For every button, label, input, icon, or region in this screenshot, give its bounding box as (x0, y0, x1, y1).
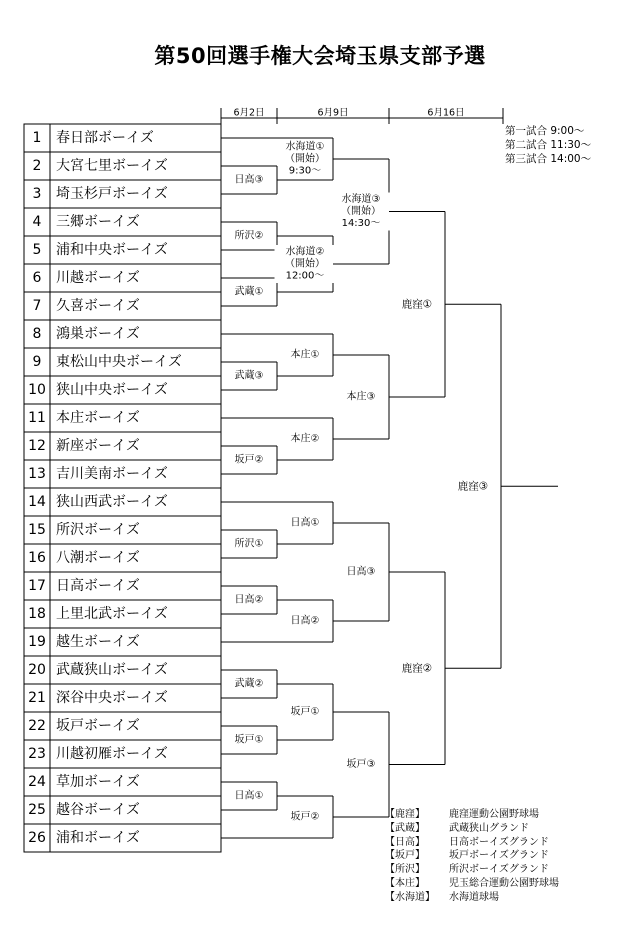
team-name: 武蔵狭山ボーイズ (56, 662, 168, 678)
team-number: 26 (28, 830, 46, 846)
team-name: 越谷ボーイズ (56, 802, 140, 818)
schedule-line: 第一試合 9:00～ (505, 125, 585, 137)
legend-key: 【坂戸】 (385, 850, 425, 862)
round2-label: 坂戸① (290, 706, 320, 718)
team-name: 大宮七里ボーイズ (56, 158, 168, 174)
team-number: 8 (32, 326, 42, 342)
team-number: 11 (28, 410, 46, 426)
final-label: 鹿窪③ (457, 480, 489, 493)
round1-label: 武蔵③ (234, 370, 264, 382)
round1-label: 武蔵① (234, 286, 264, 298)
team-number: 2 (32, 158, 42, 174)
round1-label: 日高③ (234, 174, 264, 186)
legend-row (385, 808, 559, 822)
round2-label: 本庄② (290, 433, 320, 445)
legend-row (385, 877, 559, 891)
round3-label: （開始） (341, 206, 381, 217)
team-name: 春日部ボーイズ (56, 130, 154, 146)
team-name: 川越ボーイズ (56, 270, 140, 286)
date-label: 6月16日 (427, 107, 465, 119)
schedule-line: 第二試合 11:30～ (505, 139, 592, 151)
legend-value: 児玉総合運動公園野球場 (449, 877, 559, 889)
page-title: 第50回選手権大会埼玉県支部予選 (154, 44, 486, 68)
legend-value: 所沢ボーイズグランド (449, 864, 549, 876)
team-name: 吉川美南ボーイズ (56, 466, 168, 482)
team-number: 12 (28, 438, 46, 454)
schedule-line: 第三試合 14:00～ (505, 153, 592, 165)
team-name: 草加ボーイズ (56, 774, 140, 790)
team-name: 八潮ボーイズ (56, 550, 140, 566)
venue-legend (385, 808, 559, 905)
team-number: 24 (28, 774, 46, 790)
round2-label: 水海道① (285, 141, 325, 153)
legend-key: 【所沢】 (385, 864, 425, 876)
team-number: 23 (28, 746, 46, 762)
team-name: 深谷中央ボーイズ (56, 690, 168, 706)
round3-label: 水海道③ (341, 194, 381, 205)
round2-label: 9:30～ (288, 165, 322, 177)
team-number: 4 (32, 214, 42, 230)
team-name: 所沢ボーイズ (56, 522, 140, 538)
legend-row (385, 891, 559, 905)
team-number: 18 (28, 606, 46, 622)
round3-label: 日高③ (346, 566, 376, 578)
team-number: 22 (28, 718, 46, 734)
legend-key: 【本庄】 (385, 877, 425, 889)
legend-value: 坂戸ボーイズグランド (449, 850, 549, 862)
legend-key: 【鹿窪】 (385, 809, 425, 820)
round1-label: 坂戸② (234, 454, 264, 466)
team-number: 3 (32, 186, 42, 202)
team-name: 三郷ボーイズ (56, 214, 140, 230)
legend-row (385, 849, 559, 863)
round3-label: 坂戸③ (346, 759, 376, 770)
legend-value: 水海道球場 (449, 891, 499, 903)
team-number: 21 (28, 690, 46, 706)
team-number: 1 (32, 130, 42, 146)
team-name: 坂戸ボーイズ (56, 718, 140, 734)
team-name: 越生ボーイズ (56, 634, 140, 650)
round2-label: 日高② (290, 615, 320, 627)
team-name: 狭山中央ボーイズ (56, 382, 168, 398)
round1-label: 所沢② (234, 230, 264, 242)
round3-label: 本庄③ (346, 391, 376, 403)
date-label: 6月2日 (233, 107, 265, 119)
round1-label: 武蔵② (234, 678, 264, 690)
round1-label: 所沢① (234, 538, 264, 550)
legend-value: 日高ボーイズグランド (449, 836, 549, 848)
round2-label: （開始） (285, 258, 325, 270)
round1-label: 日高② (234, 594, 264, 606)
round1-label: 坂戸① (234, 734, 264, 746)
team-name: 久喜ボーイズ (56, 298, 140, 314)
legend-key: 【武蔵】 (385, 822, 425, 834)
legend-value: 鹿窪運動公園野球場 (449, 809, 539, 820)
team-number: 15 (28, 522, 46, 538)
team-name: 日高ボーイズ (56, 578, 140, 594)
legend-key: 【日高】 (385, 836, 425, 848)
team-number: 10 (28, 382, 46, 398)
legend-row (385, 822, 559, 836)
team-number: 9 (32, 354, 42, 370)
team-name: 川越初雁ボーイズ (56, 746, 168, 762)
team-number: 16 (28, 550, 46, 566)
team-number: 19 (28, 634, 46, 650)
team-number: 17 (28, 578, 46, 594)
round2-label: 本庄① (290, 349, 320, 361)
round3-label: 14:30～ (341, 218, 381, 229)
date-label: 6月9日 (317, 107, 349, 119)
team-name: 本庄ボーイズ (56, 410, 140, 426)
team-number: 13 (28, 466, 46, 482)
legend-key: 【水海道】 (385, 891, 435, 903)
team-name: 新座ボーイズ (56, 438, 140, 454)
round2-label: 坂戸② (290, 811, 320, 823)
team-name: 狭山西武ボーイズ (56, 494, 168, 510)
team-number: 25 (28, 802, 46, 818)
team-number: 14 (28, 494, 46, 510)
team-number: 20 (28, 662, 46, 678)
team-name: 上里北武ボーイズ (56, 606, 168, 622)
team-number: 6 (32, 270, 42, 286)
team-name: 浦和中央ボーイズ (56, 242, 168, 258)
semifinal-label: 鹿窪② (401, 662, 433, 675)
team-number: 5 (32, 242, 42, 258)
round2-label: （開始） (285, 153, 325, 165)
legend-value: 武蔵狭山グランド (449, 822, 529, 834)
team-name: 浦和ボーイズ (56, 830, 140, 846)
legend-row (385, 863, 559, 877)
team-name: 鴻巣ボーイズ (56, 326, 140, 342)
round2-label: 12:00～ (285, 270, 325, 282)
team-number: 7 (32, 298, 42, 314)
round2-label: 日高① (290, 517, 320, 529)
semifinal-label: 鹿窪① (401, 298, 433, 311)
round1-label: 日高① (234, 790, 264, 802)
legend-row (385, 836, 559, 850)
team-name: 東松山中央ボーイズ (56, 354, 182, 370)
team-name: 埼玉杉戸ボーイズ (56, 186, 168, 202)
round2-label: 水海道② (285, 246, 325, 258)
